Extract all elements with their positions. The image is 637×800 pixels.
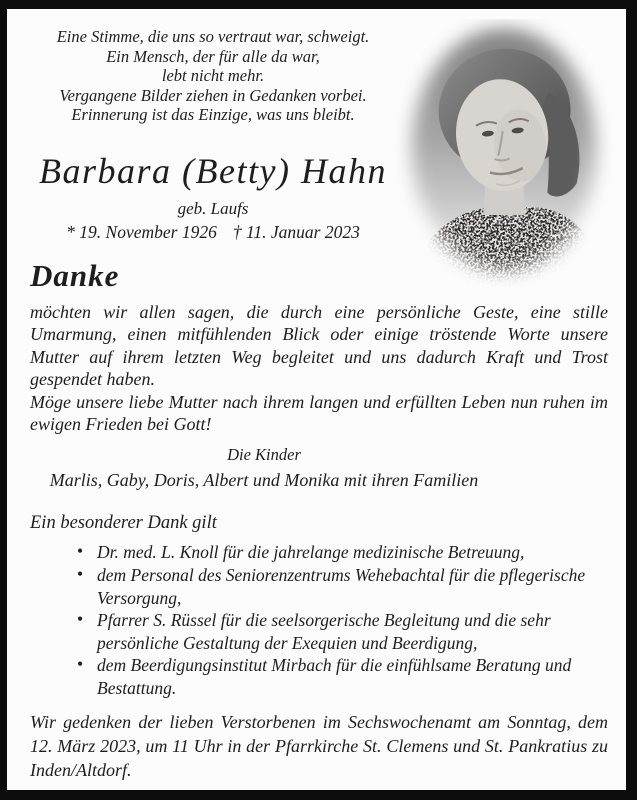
- deceased-name: Barbara (Betty) Hahn: [39, 150, 387, 191]
- special-thanks-list: [30, 541, 608, 699]
- list-item-text: dem Beerdigungsinstitut Mirbach für die einfühlsame Beratung und Bestattung.: [97, 655, 572, 698]
- bullet-icon: •: [77, 609, 84, 630]
- list-item: [77, 609, 602, 654]
- poem-line: lebt nicht mehr.: [161, 66, 265, 85]
- life-dates: [25, 222, 401, 243]
- portrait-photo: [395, 19, 613, 287]
- family-label: Die Kinder: [227, 445, 301, 465]
- header-column: [25, 27, 401, 243]
- special-thanks-intro: Ein besonderer Dank gilt: [30, 513, 217, 534]
- obituary-card: [7, 9, 626, 790]
- list-item: [77, 541, 602, 564]
- list-item-text: Pfarrer S. Rüssel für die seelsorgerische Begleitung und die sehr persönliche Gestaltung der Exequien und Beerdigung,: [97, 610, 551, 653]
- photo-vignette: [395, 19, 613, 287]
- thanks-paragraph-1: möchten wir allen sagen, die durch eine persönliche Geste, eine stille Umarmung, einen mitfühlenden Blick oder einige tröstende Worte unsere Mutter auf ihrem letzten Weg begleitet und uns dadurch Kraft und Trost gespendet haben.: [30, 302, 608, 390]
- list-item: [77, 564, 602, 609]
- family-block: [34, 445, 494, 492]
- poem-line: Eine Stimme, die uns so vertraut war, schweigt.: [56, 27, 370, 46]
- bullet-icon: •: [77, 541, 84, 562]
- maiden-name: geb. Laufs: [177, 198, 249, 218]
- list-item-text: Dr. med. L. Knoll für die jahrelange medizinische Betreuung,: [97, 542, 525, 563]
- main-text: [30, 259, 608, 782]
- list-item: [77, 654, 602, 699]
- poem-line: Erinnerung ist das Einzige, was uns bleibt.: [71, 105, 355, 124]
- closing-paragraph: Wir gedenken der lieben Verstorbenen im Sechswochenamt am Sonntag, dem 12. März 2023, um 11 Uhr in der Pfarrkirche St. Clemens und St. Pankratius zu Inden/Altdorf.: [30, 711, 608, 780]
- portrait-photo-svg: [395, 19, 613, 287]
- thanks-paragraph-2: Möge unsere liebe Mutter nach ihrem langen und erfüllten Leben nun ruhen im ewigen Frieden bei Gott!: [30, 391, 608, 435]
- memorial-poem: [25, 27, 401, 125]
- poem-line: Ein Mensch, der für alle da war,: [106, 46, 320, 66]
- thanks-heading: Danke: [30, 258, 120, 293]
- death-date: † 11. Januar 2023: [232, 221, 360, 242]
- bullet-icon: •: [77, 654, 84, 675]
- list-item-text: dem Personal des Seniorenzentrums Wehebachtal für die pflegerische Versorgung,: [97, 565, 586, 608]
- bullet-icon: •: [77, 564, 84, 585]
- poem-line: Vergangene Bilder ziehen in Gedanken vorbei.: [59, 85, 367, 105]
- family-names: Marlis, Gaby, Doris, Albert und Monika mit ihren Familien: [49, 470, 479, 491]
- birth-date: * 19. November 1926: [66, 221, 217, 242]
